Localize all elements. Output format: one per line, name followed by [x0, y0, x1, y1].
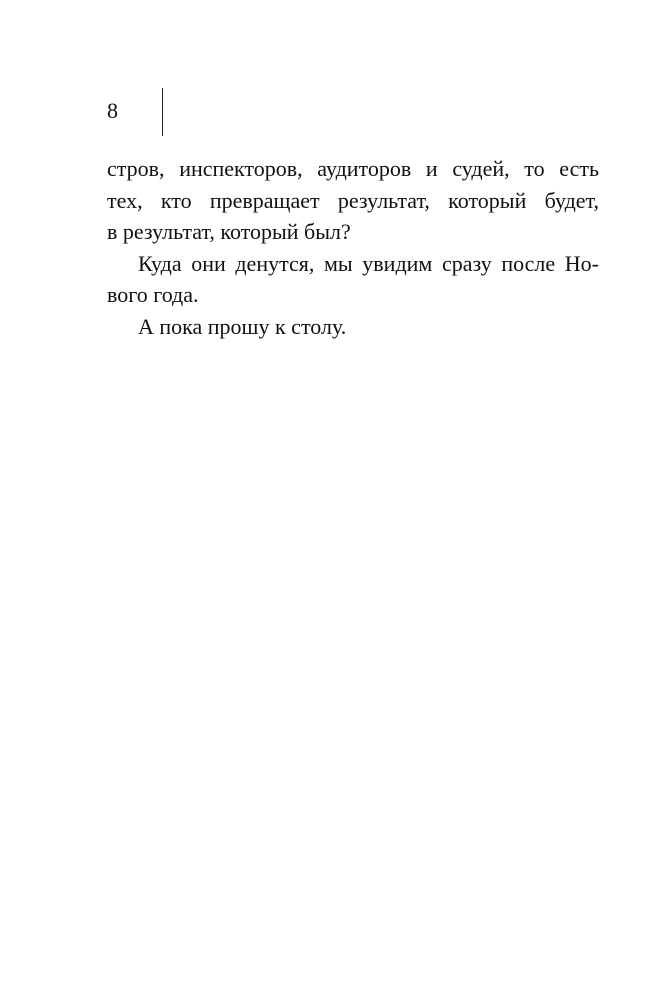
- text-line-6: А пока прошу к столу.: [138, 313, 347, 339]
- text-line-1: стров, инспекторов, аудиторов и судей, то есть: [107, 156, 599, 181]
- text-line-3: в результат, который был?: [107, 219, 351, 244]
- text-line-2: тех, кто превращает результат, который будет,: [107, 187, 599, 213]
- text-line-5: вого года.: [107, 282, 199, 307]
- body-text: [107, 153, 599, 342]
- page-number: 8: [107, 98, 118, 123]
- header-divider: [162, 88, 163, 136]
- text-line-4: Куда они денутся, мы увидим сразу после Но-: [138, 250, 599, 276]
